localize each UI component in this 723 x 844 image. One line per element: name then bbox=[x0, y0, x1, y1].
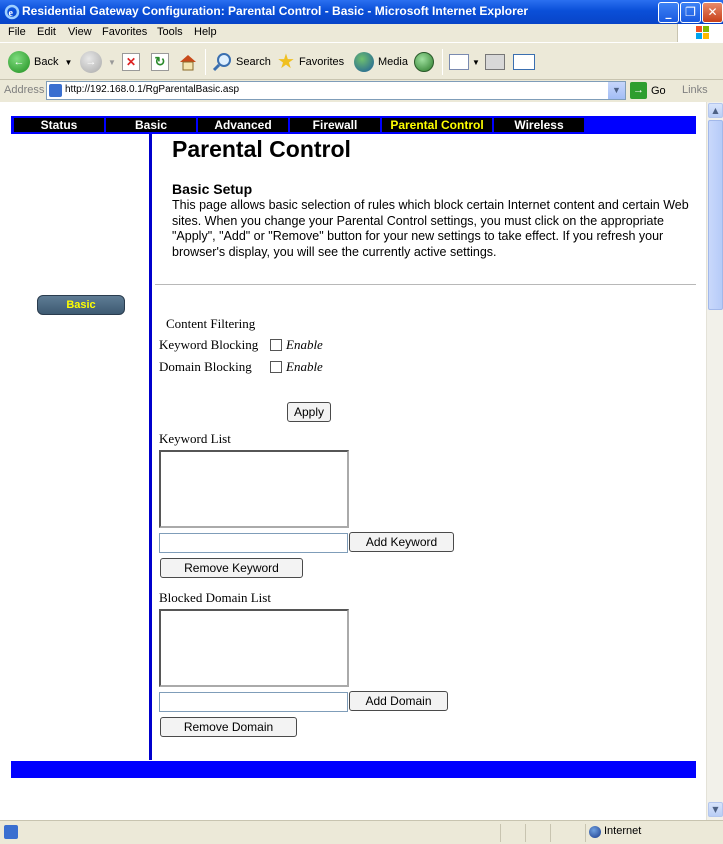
section-title: Basic Setup bbox=[172, 181, 253, 197]
add-keyword-button[interactable]: Add Keyword bbox=[349, 532, 454, 552]
apply-button[interactable]: Apply bbox=[287, 402, 331, 422]
menu-edit[interactable]: Edit bbox=[37, 26, 56, 38]
menu-favorites[interactable]: Favorites bbox=[102, 26, 148, 38]
footer-bar bbox=[11, 761, 696, 778]
nav-bar bbox=[11, 116, 696, 134]
keyword-list-label: Keyword List bbox=[159, 431, 231, 446]
window-title: Residential Gateway Configuration: Parental Control - Basic - Microsoft Internet Explorer bbox=[22, 4, 529, 18]
mail-icon bbox=[449, 54, 469, 70]
status-segment bbox=[550, 824, 551, 842]
favorites-star-icon: ★ bbox=[277, 51, 295, 73]
address-url[interactable]: http://192.168.0.1/RgParentalBasic.asp bbox=[65, 84, 240, 95]
address-input[interactable] bbox=[46, 81, 626, 100]
content-filtering-heading: Content Filtering bbox=[166, 316, 256, 331]
windows-flag-icon bbox=[677, 24, 723, 42]
domain-blocking-label: Domain Blocking bbox=[159, 359, 252, 374]
back-label: Back bbox=[34, 56, 59, 68]
back-button[interactable] bbox=[8, 51, 72, 73]
nav-tab-status[interactable]: Status bbox=[14, 118, 104, 132]
address-bar bbox=[0, 80, 723, 102]
close-button[interactable]: ✕ bbox=[702, 2, 723, 23]
links-button[interactable]: Links bbox=[682, 84, 708, 96]
scroll-thumb[interactable] bbox=[708, 120, 723, 310]
search-label: Search bbox=[236, 56, 271, 68]
nav-tab-firewall[interactable]: Firewall bbox=[290, 118, 380, 132]
refresh-button[interactable] bbox=[151, 51, 169, 73]
title-bar bbox=[0, 0, 723, 24]
page-viewport bbox=[0, 102, 706, 820]
vertical-scrollbar[interactable] bbox=[706, 102, 723, 820]
internet-zone-label: Internet bbox=[604, 825, 642, 837]
favorites-button[interactable] bbox=[277, 51, 344, 73]
menu-view[interactable]: View bbox=[68, 26, 92, 38]
domain-enable-label: Enable bbox=[286, 359, 323, 374]
keyword-enable-label: Enable bbox=[286, 337, 323, 352]
menu-help[interactable]: Help bbox=[194, 26, 217, 38]
media-globe-icon bbox=[354, 52, 374, 72]
remove-keyword-button[interactable]: Remove Keyword bbox=[160, 558, 303, 578]
search-button[interactable] bbox=[212, 51, 271, 73]
nav-tab-parental-control[interactable]: Parental Control bbox=[382, 118, 492, 132]
nav-tab-basic[interactable]: Basic bbox=[106, 118, 196, 132]
home-button[interactable] bbox=[178, 51, 198, 73]
address-label: Address bbox=[4, 84, 45, 96]
sidebar-item-basic[interactable]: Basic bbox=[37, 295, 125, 315]
search-icon bbox=[212, 52, 232, 72]
media-button[interactable] bbox=[354, 51, 408, 73]
scroll-down-icon[interactable]: ▼ bbox=[708, 802, 723, 817]
blocked-domain-list[interactable] bbox=[159, 609, 349, 687]
status-segment bbox=[500, 824, 501, 842]
keyword-input[interactable] bbox=[159, 533, 348, 553]
go-button[interactable] bbox=[630, 82, 666, 99]
edit-button[interactable] bbox=[513, 51, 535, 73]
go-arrow-icon: → bbox=[630, 82, 647, 99]
history-button[interactable] bbox=[414, 51, 434, 73]
page-icon bbox=[49, 84, 62, 97]
forward-button[interactable] bbox=[80, 51, 116, 73]
mail-button[interactable] bbox=[449, 51, 480, 73]
keyword-blocking-label: Keyword Blocking bbox=[159, 337, 259, 352]
ie-logo-icon bbox=[4, 4, 20, 20]
status-segment bbox=[585, 824, 586, 842]
add-domain-button[interactable]: Add Domain bbox=[349, 691, 448, 711]
favorites-label: Favorites bbox=[298, 56, 345, 68]
go-label: Go bbox=[651, 84, 666, 97]
keyword-blocking-checkbox[interactable] bbox=[270, 339, 282, 351]
status-segment bbox=[525, 824, 526, 842]
domain-blocking-checkbox[interactable] bbox=[270, 361, 282, 373]
nav-tab-advanced[interactable]: Advanced bbox=[198, 118, 288, 132]
toolbar-separator bbox=[205, 49, 206, 75]
menu-file[interactable]: File bbox=[8, 26, 26, 38]
forward-dropdown-icon: ▼ bbox=[108, 57, 116, 67]
scroll-up-icon[interactable]: ▲ bbox=[708, 103, 723, 118]
history-icon bbox=[414, 52, 434, 72]
keyword-list[interactable] bbox=[159, 450, 349, 528]
svg-text:e: e bbox=[8, 8, 13, 19]
page-description: This page allows basic selection of rules which block certain Internet content and certain Web sites. When you change your Parental Control settings, you must click on the appropriate "Apply", "Add" or "Remove" button for your new settings to take effect. If you refresh your browser's display, you will see the currently active settings. bbox=[172, 198, 689, 259]
menu-tools[interactable]: Tools bbox=[157, 26, 183, 38]
status-bar bbox=[0, 820, 723, 844]
blocked-domain-list-label: Blocked Domain List bbox=[159, 590, 271, 605]
internet-zone-icon bbox=[589, 826, 601, 838]
back-arrow-icon: ← bbox=[8, 51, 30, 73]
mail-dropdown-icon: ▼ bbox=[472, 57, 480, 67]
refresh-icon: ↻ bbox=[151, 53, 169, 71]
media-label: Media bbox=[378, 56, 408, 68]
back-dropdown-icon: ▼ bbox=[64, 57, 73, 67]
forward-arrow-icon: → bbox=[80, 51, 102, 73]
toolbar bbox=[0, 42, 723, 80]
menu-bar bbox=[0, 24, 723, 42]
sidebar bbox=[11, 134, 152, 760]
print-button[interactable] bbox=[485, 51, 505, 73]
home-icon bbox=[178, 53, 198, 71]
edit-page-icon bbox=[513, 54, 535, 70]
domain-input[interactable] bbox=[159, 692, 348, 712]
minimize-button[interactable]: _ bbox=[658, 2, 679, 23]
divider bbox=[155, 284, 696, 285]
page-status-icon bbox=[4, 825, 18, 839]
maximize-button[interactable]: ❐ bbox=[680, 2, 701, 23]
nav-tab-wireless[interactable]: Wireless bbox=[494, 118, 584, 132]
print-icon bbox=[485, 54, 505, 70]
remove-domain-button[interactable]: Remove Domain bbox=[160, 717, 297, 737]
stop-button[interactable] bbox=[122, 51, 140, 73]
page-title: Parental Control bbox=[172, 136, 351, 162]
toolbar-separator bbox=[442, 49, 443, 75]
address-dropdown-icon[interactable]: ▼ bbox=[608, 82, 625, 99]
stop-icon: ✕ bbox=[122, 53, 140, 71]
